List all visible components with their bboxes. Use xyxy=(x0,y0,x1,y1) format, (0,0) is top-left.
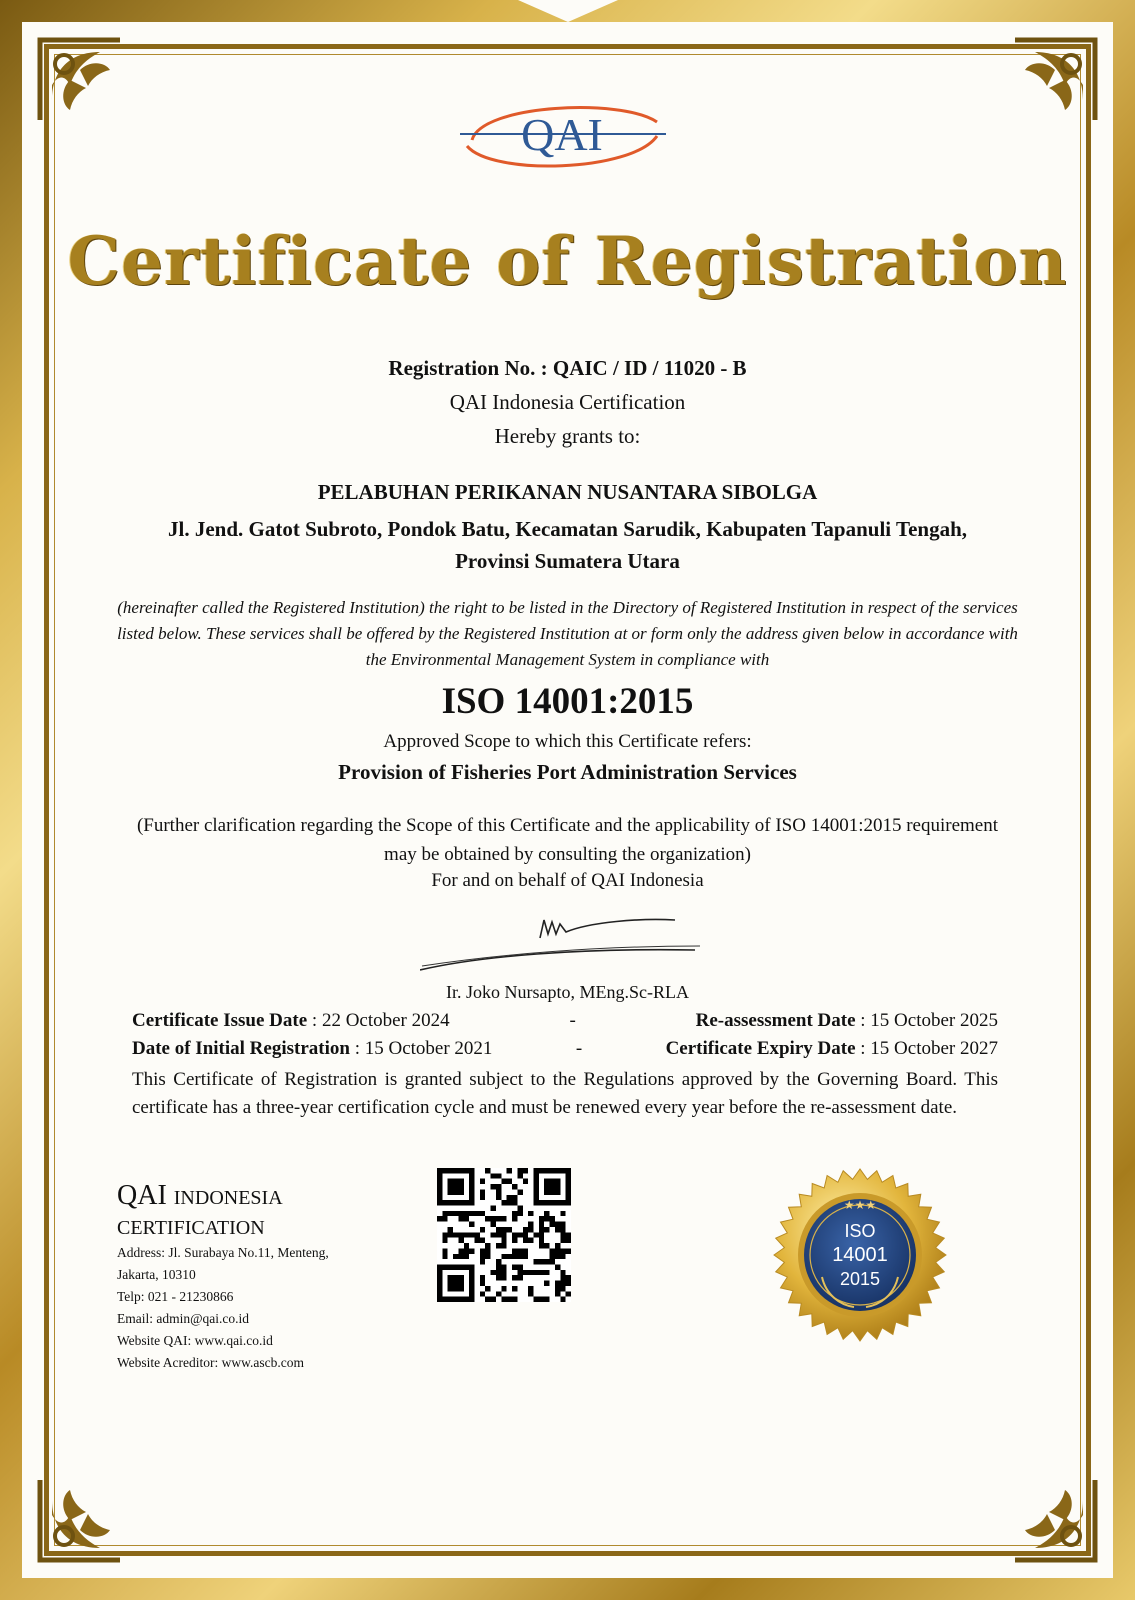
seal-stars-icon: ★★★ xyxy=(843,1198,877,1212)
scope-label: Approved Scope to which this Certificate refers: xyxy=(383,731,752,752)
scope-text: Provision of Fisheries Port Administration Services xyxy=(338,760,797,784)
initial-registration-label: Date of Initial Registration xyxy=(132,1038,350,1059)
signature xyxy=(420,908,720,978)
issuer-email: Email: admin@qai.co.id xyxy=(117,1311,250,1326)
iso-seal xyxy=(770,1165,950,1345)
seal-line2: 14001 xyxy=(832,1244,888,1266)
issuer-name-line2: CERTIFICATION xyxy=(117,1217,265,1239)
qr-code-icon xyxy=(437,1168,571,1302)
registration-statement: (hereinafter called the Registered Institution) the right to be listed in the Directory of Registered Institution in respect of the services listed below. These services shall be offered by the Registered Institution at or form only the address given below in accordance with the Environmental Management System in compliance with xyxy=(117,598,1018,669)
issue-date-label: Certificate Issue Date xyxy=(132,1010,308,1031)
issuer-address-line2: Jakarta, 10310 xyxy=(117,1267,196,1282)
initial-expiry-row: Date of Initial Registration : 15 October 2021 - Certificate Expiry Date : 15 October 2027 xyxy=(132,1038,998,1059)
corner-ornament-icon xyxy=(30,1470,130,1570)
issue-date-value: 22 October 2024 xyxy=(321,1010,450,1031)
qai-logo-text: QAI xyxy=(521,109,603,160)
corner-ornament-icon xyxy=(1005,1470,1105,1570)
seal-line3: 2015 xyxy=(839,1269,881,1289)
issuer-name xyxy=(117,1180,329,1214)
qai-logo xyxy=(452,92,672,174)
reassessment-date-value: 15 October 2025 xyxy=(870,1010,998,1031)
accreditor-website: Website Acreditor: www.ascb.com xyxy=(117,1355,304,1370)
corner-ornament-icon xyxy=(30,30,130,130)
scope-clarification: (Further clarification regarding the Scope of this Certificate and the applicability of ISO 14001:2015 requirement may be obtained by consulting the organization) xyxy=(136,815,999,865)
issuing-organization: QAI Indonesia Certification xyxy=(449,390,686,414)
top-notch xyxy=(518,0,618,22)
issuer-name-main: QAI xyxy=(117,1180,167,1211)
issuer-website: Website QAI: www.qai.co.id xyxy=(117,1333,273,1348)
issuer-address-line1: Address: Jl. Surabaya No.11, Menteng, xyxy=(117,1245,329,1260)
expiry-date-label: Certificate Expiry Date xyxy=(665,1038,856,1059)
reassessment-date-label: Re-assessment Date xyxy=(695,1010,856,1031)
iso-standard: ISO 14001:2015 xyxy=(441,681,694,722)
grants-statement: Hereby grants to: xyxy=(494,424,641,448)
corner-ornament-icon xyxy=(1005,30,1105,130)
signer-name: Ir. Joko Nursapto, MEng.Sc-RLA xyxy=(446,982,689,1002)
on-behalf-text: For and on behalf of QAI Indonesia xyxy=(431,870,704,891)
issuer-name-sub: INDONESIA xyxy=(173,1187,283,1209)
seal-line1: ISO xyxy=(844,1221,876,1241)
certificate-terms: This Certificate of Registration is granted subject to the Regulations approved by the Governing Board. This certificate has a three-year certification cycle and must be renewed every year before the re-assessment date. xyxy=(132,1069,998,1118)
certificate-title: Certificate of Registration xyxy=(67,222,1068,300)
issue-reassessment-row: Certificate Issue Date : 22 October 2024 - Re-assessment Date : 15 October 2025 xyxy=(132,1010,998,1031)
initial-registration-value: 15 October 2021 xyxy=(364,1038,493,1059)
institution-address: Jl. Jend. Gatot Subroto, Pondok Batu, Kecamatan Sarudik, Kabupaten Tapanuli Tengah, Provinsi Sumatera Utara xyxy=(167,517,967,573)
issuer-phone: Telp: 021 - 21230866 xyxy=(117,1289,234,1304)
issuer-contact-block xyxy=(117,1180,329,1374)
registration-number: Registration No. : QAIC / ID / 11020 - B xyxy=(388,356,747,380)
expiry-date-value: 15 October 2027 xyxy=(870,1038,998,1059)
institution-name: PELABUHAN PERIKANAN NUSANTARA SIBOLGA xyxy=(317,480,818,504)
